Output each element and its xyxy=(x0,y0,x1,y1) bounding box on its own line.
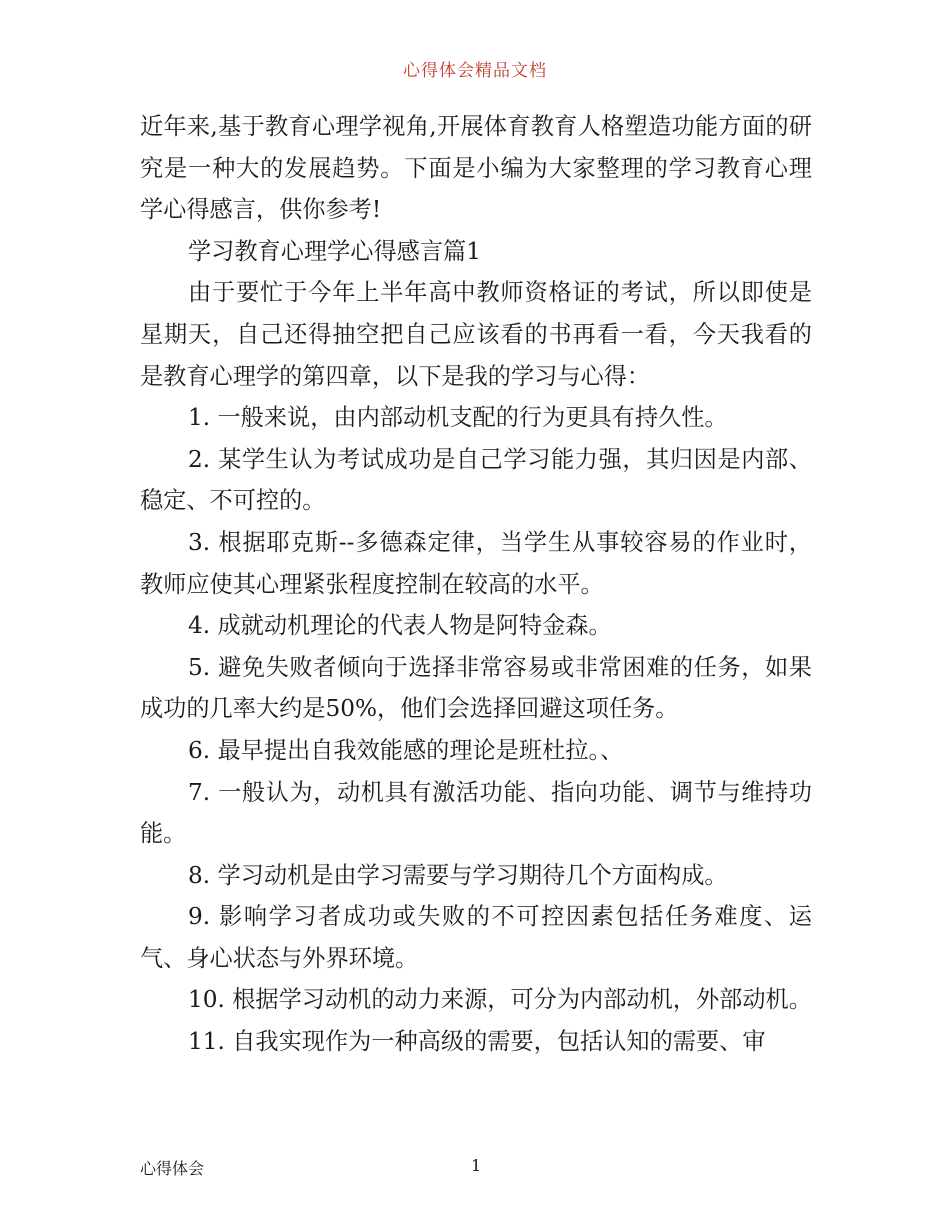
list-item: 9. 影响学习者成功或失败的不可控因素包括任务难度、运气、身心状态与外界环境。 xyxy=(140,903,812,972)
page-number: 1 xyxy=(471,1156,482,1175)
list-item: 8. 学习动机是由学习需要与学习期待几个方面构成。 xyxy=(188,861,728,889)
section-heading: 学习教育心理学心得感言篇1 xyxy=(188,237,482,265)
list-item: 6. 最早提出自我效能感的理论是班杜拉。、 xyxy=(188,736,624,764)
intro-paragraph: 近年来,基于教育心理学视角,开展体育教育人格塑造功能方面的研究是一种大的发展趋势。下面是小编为大家整理的学习教育心理学心得感言，供你参考! xyxy=(140,113,812,224)
list-item: 1. 一般来说，由内部动机支配的行为更具有持久性。 xyxy=(188,404,728,432)
list-item: 3. 根据耶克斯--多德森定律，当学生从事较容易的作业时，教师应使其心理紧张程度控制在较高的水平。 xyxy=(140,528,812,598)
page-header: 心得体会精品文档 xyxy=(403,61,547,81)
page-footer xyxy=(140,1156,812,1180)
list-item: 5. 避免失败者倾向于选择非常容易或非常困难的任务，如果成功的几率大约是50%，他们会选择回避这项任务。 xyxy=(140,653,812,723)
footer-label: 心得体会 xyxy=(140,1159,205,1178)
document-body xyxy=(140,106,812,1063)
body-paragraph: 由于要忙于今年上半年高中教师资格证的考试，所以即使是星期天，自己还得抽空把自己应该看的书再看一看，今天我看的是教育心理学的第四章，以下是我的学习与心得： xyxy=(140,279,812,390)
list-item: 4. 成就动机理论的代表人物是阿特金森。 xyxy=(188,612,612,640)
list-item: 7. 一般认为，动机具有激活功能、指向功能、调节与维持功能。 xyxy=(140,778,812,848)
list-item: 11. 自我实现作为一种高级的需要，包括认知的需要、审 xyxy=(188,1028,766,1056)
list-item: 2. 某学生认为考试成功是自己学习能力强，其归因是内部、稳定、不可控的。 xyxy=(140,445,812,515)
list-item: 10. 根据学习动机的动力来源，可分为内部动机，外部动机。 xyxy=(188,986,812,1014)
